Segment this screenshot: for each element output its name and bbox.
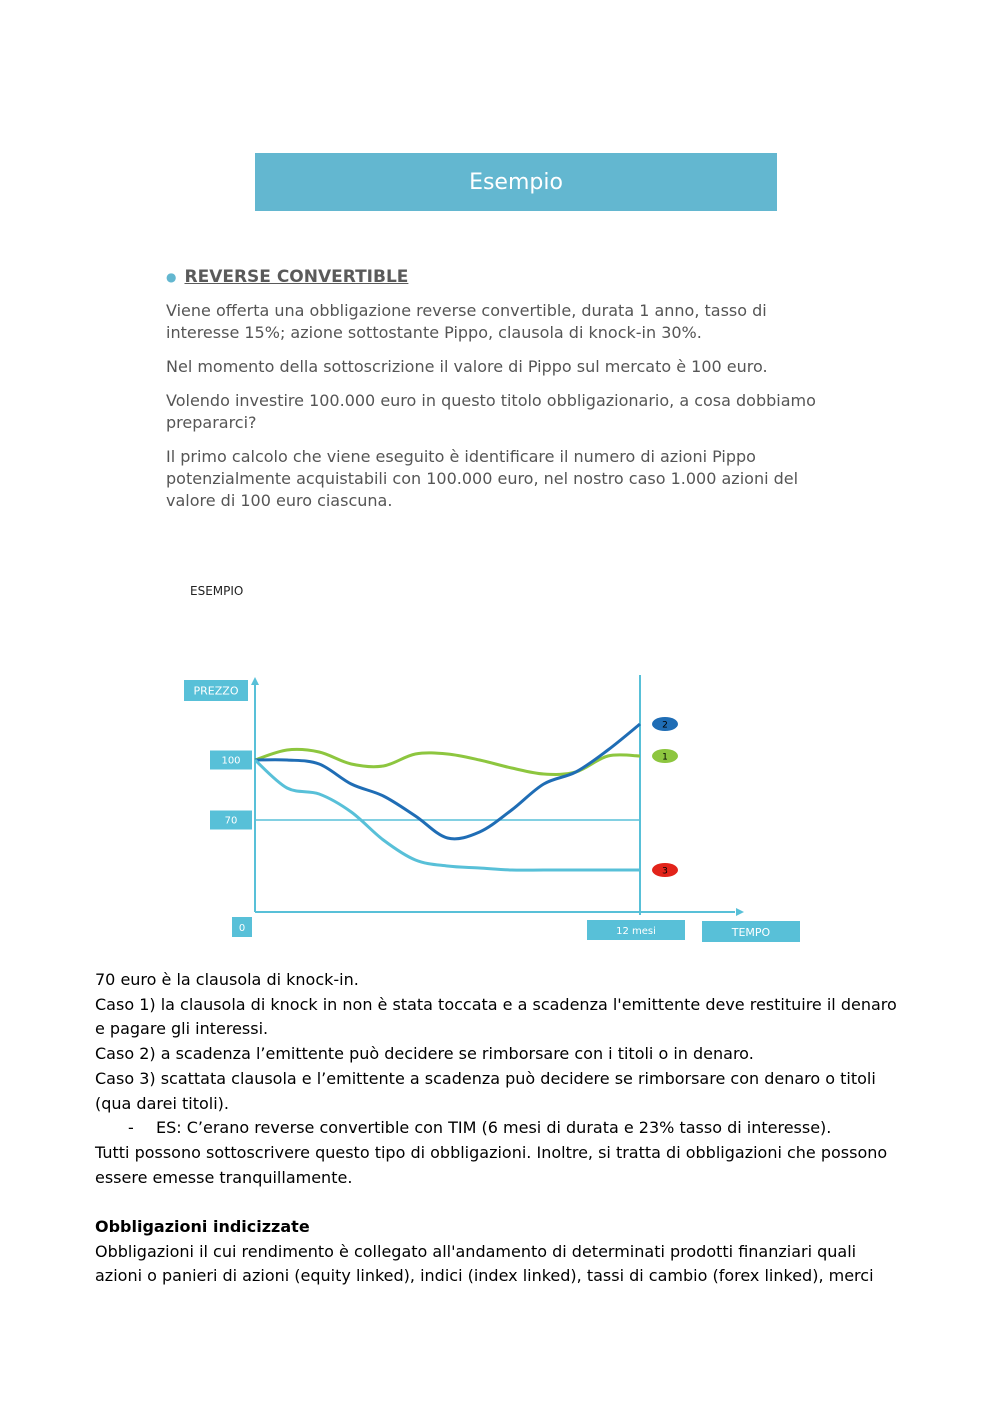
notes (95, 968, 915, 1289)
ytick-label: 70 (224, 815, 238, 827)
x-axis-arrow-icon (736, 908, 744, 916)
ylabel: PREZZO (193, 684, 239, 698)
series-line-2 (255, 724, 640, 839)
slide-paragraph: Volendo investire 100.000 euro in questo titolo obbligazionario, a cosa dobbiamo prepararci? (166, 391, 816, 432)
xtick-label: 0 (238, 923, 246, 934)
slide-banner (255, 153, 777, 211)
note-line: Caso 1) la clausola di knock in non è stata toccata e a scadenza l'emittente deve restituire il denaro (95, 994, 897, 1014)
slide-title: Esempio (469, 169, 563, 195)
slide-paragraph: Il primo calcolo che viene eseguito è identificare il numero di azioni Pippo potenzialmente acquistabili con 100.000 euro, nel nostro caso 1.000 azioni del valore di 100 euro ciascuna. (166, 447, 799, 510)
note-list-item (95, 1116, 915, 1141)
bullet-icon: ● (166, 270, 177, 284)
list-dash: - (128, 1118, 134, 1138)
slide-paragraph: Nel momento della sottoscrizione il valore di Pippo sul mercato è 100 euro. (166, 357, 768, 376)
note-line: essere emesse tranquillamente. (95, 1167, 353, 1187)
ytick-label: 100 (221, 755, 241, 767)
xlabel: TEMPO (731, 926, 771, 939)
series-badge-label: 3 (662, 866, 668, 877)
note-line: e pagare gli interessi. (95, 1019, 269, 1039)
note-list-text: ES: C’erano reverse convertible con TIM (6 mesi di durata e 23% tasso di interesse). (156, 1118, 832, 1138)
series-line-3 (255, 760, 640, 870)
chart-caption: ESEMPIO (190, 584, 244, 598)
series-badge-label: 2 (662, 720, 668, 731)
slide-paragraph: Viene offerta una obbligazione reverse convertible, durata 1 anno, tasso di interesse 15%; azione sottostante Pippo, clausola di knock-in 30%. (166, 301, 767, 342)
y-axis-arrow-icon (251, 677, 259, 685)
note-line: Caso 2) a scadenza l’emittente può decidere se rimborsare con i titoli o in denaro. (95, 1044, 754, 1064)
reverse-convertible-chart (170, 665, 810, 947)
note-line: Obbligazioni il cui rendimento è collegato all'andamento di determinati prodotti finanziari quali (95, 1241, 857, 1261)
slide-heading (166, 266, 836, 288)
blank-line (95, 1190, 915, 1215)
badge-layer (652, 717, 678, 877)
series-badge-3 (652, 863, 678, 877)
note-line: (qua darei titoli). (95, 1093, 229, 1113)
series-layer (255, 724, 640, 870)
slide-heading-label: REVERSE CONVERTIBLE (184, 267, 409, 287)
note-line: 70 euro è la clausola di knock-in. (95, 970, 359, 989)
xtick-label: 12 mesi (616, 926, 656, 937)
series-badge-label: 1 (662, 752, 668, 763)
slide-body (166, 266, 836, 524)
series-badge-1 (652, 749, 678, 763)
section-heading: Obbligazioni indicizzate (95, 1217, 310, 1237)
note-line: Caso 3) scattata clausola e l’emittente a scadenza può decidere se rimborsare con denaro o titoli (95, 1068, 876, 1088)
note-line: Tutti possono sottoscrivere questo tipo di obbligazioni. Inoltre, si tratta di obbligazioni che possono (95, 1142, 888, 1162)
note-line: azioni o panieri di azioni (equity linked), indici (index linked), tassi di cambio (forex linked), merci (95, 1266, 874, 1286)
series-badge-2 (652, 717, 678, 731)
